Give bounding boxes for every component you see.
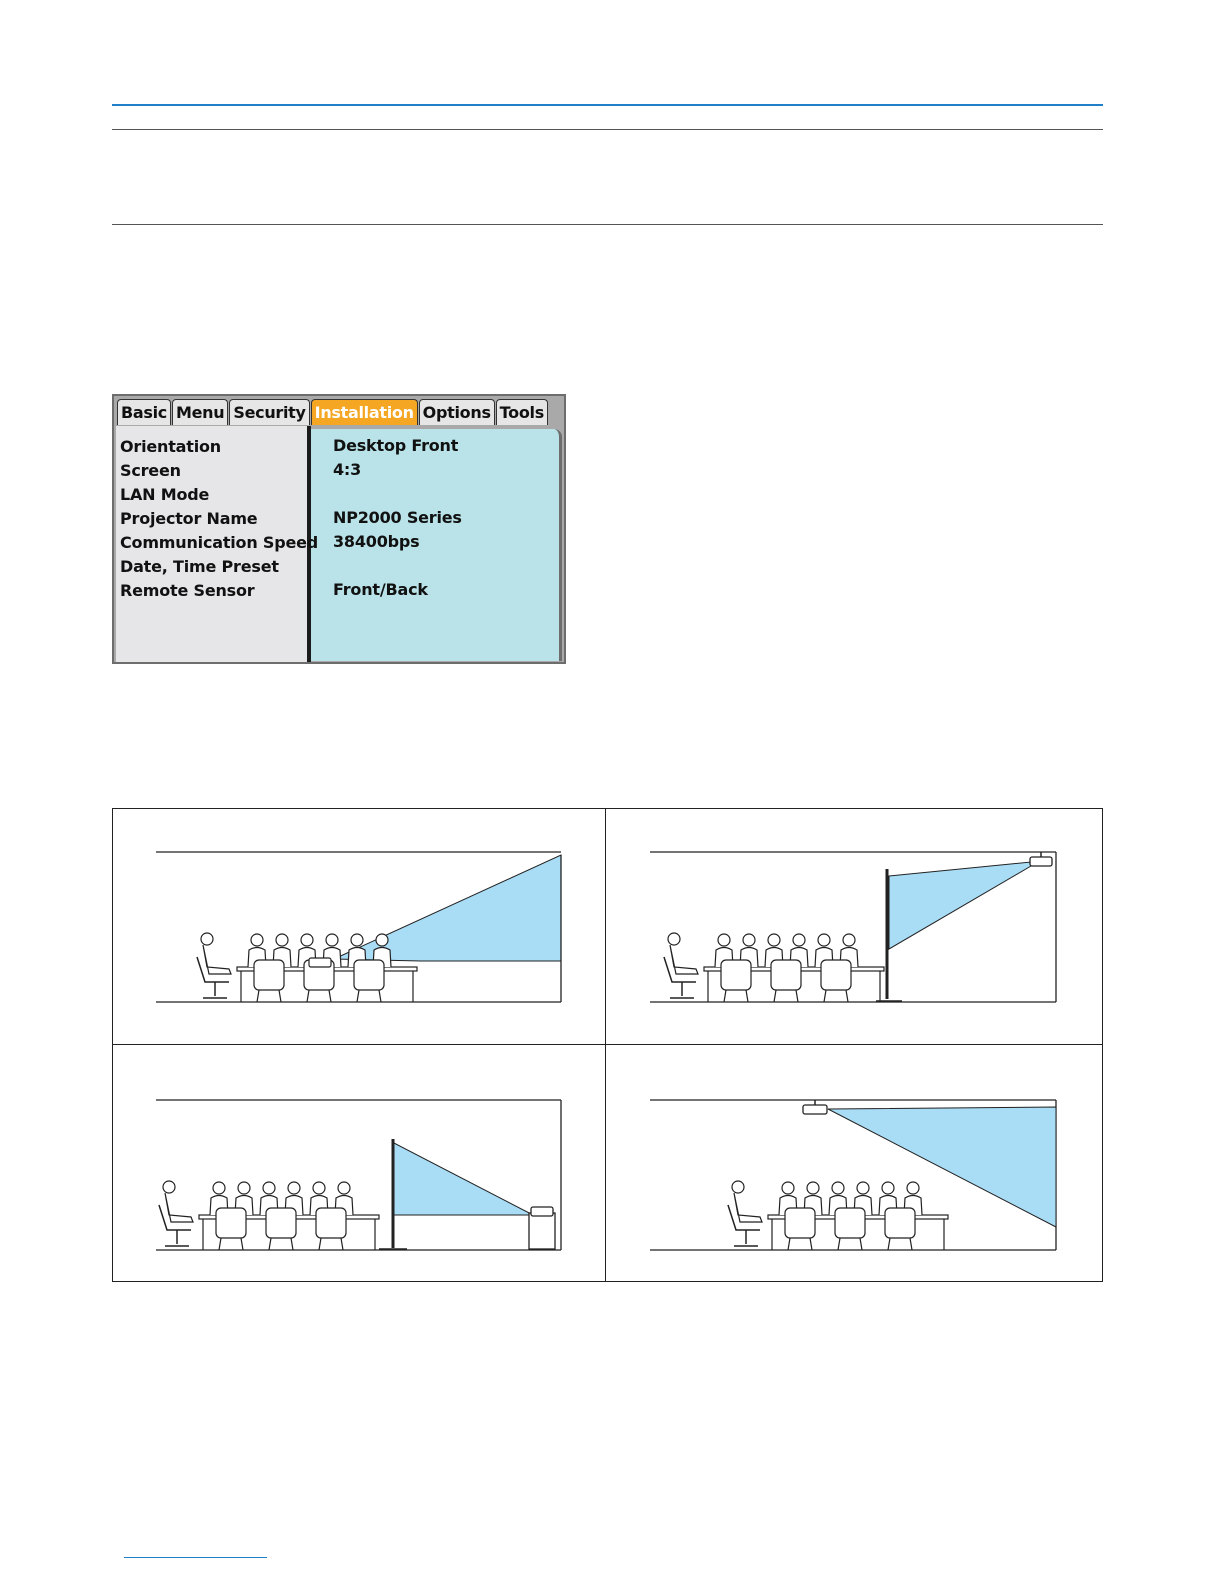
remote-sensor-value: Front/Back — [333, 580, 428, 599]
menu-item-projector-name[interactable]: Projector Name — [120, 509, 258, 528]
installation-menu-screenshot — [112, 394, 566, 664]
header-rule — [112, 129, 1103, 130]
menu-tab-bar — [117, 399, 549, 427]
tab-installation[interactable]: Installation — [311, 399, 418, 425]
audience-group — [197, 933, 417, 1002]
ceiling-front-projection-icon — [606, 1045, 1102, 1281]
tab-tools[interactable]: Tools — [496, 399, 548, 425]
tab-security[interactable]: Security — [229, 399, 309, 425]
menu-item-remote-sensor[interactable]: Remote Sensor — [120, 581, 255, 600]
footer-rule — [124, 1557, 267, 1558]
ceiling-rear-projection-icon — [606, 809, 1102, 1044]
tab-menu[interactable]: Menu — [172, 399, 228, 425]
menu-item-communication-speed[interactable]: Communication Speed — [120, 533, 319, 552]
orientation-diagram-table — [112, 808, 1103, 1282]
menu-item-orientation[interactable]: Orientation — [120, 437, 221, 456]
tab-basic[interactable]: Basic — [117, 399, 171, 425]
section-rule — [112, 224, 1103, 225]
communication-speed-value: 38400bps — [333, 532, 420, 551]
tab-options[interactable]: Options — [419, 399, 495, 425]
desktop-rear-projection-icon — [113, 1045, 605, 1281]
projector-name-value: NP2000 Series — [333, 508, 462, 527]
menu-item-date-time-preset[interactable]: Date, Time Preset — [120, 557, 279, 576]
header-rule-blue — [112, 104, 1103, 106]
menu-item-screen[interactable]: Screen — [120, 461, 181, 480]
desktop-front-projection-icon — [113, 809, 605, 1044]
screen-value: 4:3 — [333, 460, 362, 479]
orientation-value: Desktop Front — [333, 436, 459, 455]
menu-item-lan-mode[interactable]: LAN Mode — [120, 485, 210, 504]
